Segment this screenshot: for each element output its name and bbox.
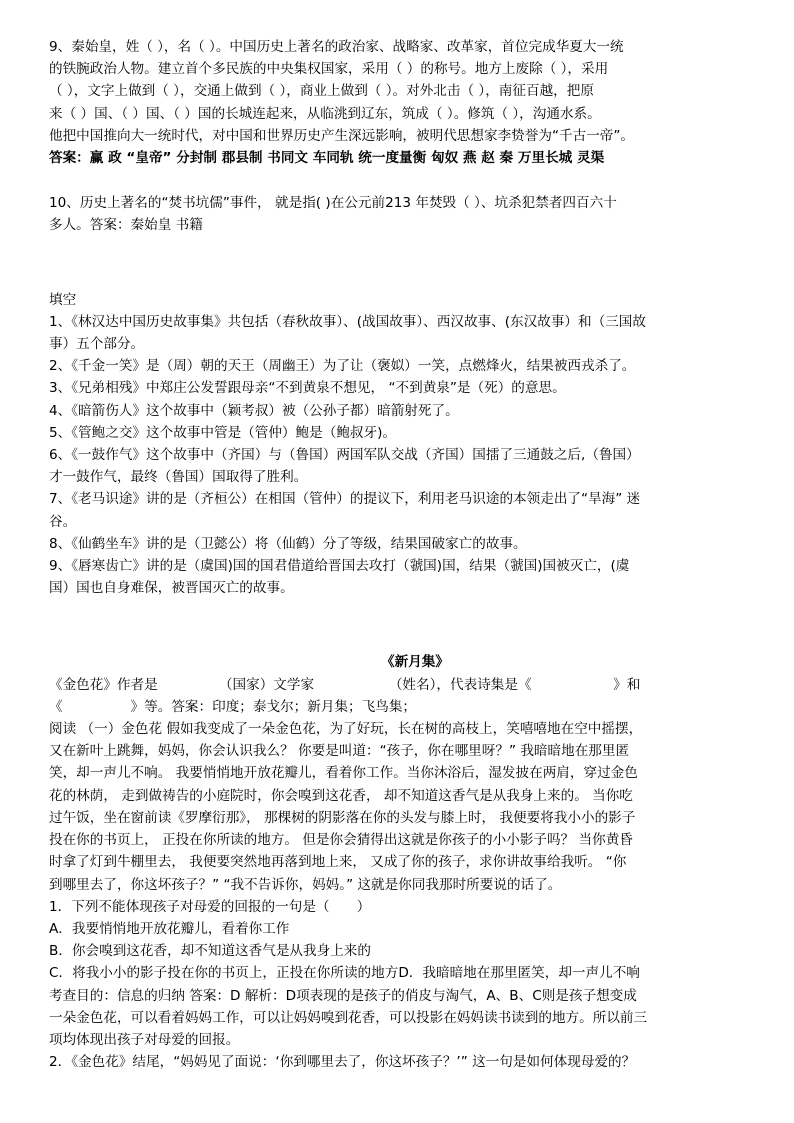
text-line: 花的林荫， 走到做祷告的小庭院时，你会嗅到这花香， 却不知道这香气是从我身上来的。 当你吃 [49, 787, 633, 804]
text-line: 来（ ）国、（ ）国、（ ）国的长城连起来，从临洮到辽东，筑成（ ）。修筑（ ），沟通水系。 [49, 105, 601, 122]
answer-line: 答案：赢 政 “皇帝” 分封制 郡县制 书同文 车同轨 统一度量衡 匈奴 燕 赵 秦 万里长城 灵渠 [49, 150, 605, 167]
text-line: 过午饭，坐在窗前读《罗摩衍那》， 那棵树的阴影落在你的头发与膝上时， 我便要将我小小的影子 [49, 809, 636, 826]
text-line: 9、《唇寒齿亡》讲的是（虞国)国的国君借道给晋国去攻打（虢国)国，结果（虢国)国被灭亡，(虞 [49, 558, 630, 575]
text-line: 2、《千金一笑》是（周）朝的天王（周幽王）为了让（褒姒）一笑，点燃烽火，结果被西戎杀了。 [49, 358, 636, 375]
document-page [49, 36, 761, 1073]
crescent-moon-section [49, 651, 761, 1073]
text-line: （ ），文字上做到（ ），交通上做到（ ），商业上做到（ ）。对外北击（ ），南征百越，把原 [49, 83, 594, 100]
section-heading: 填空 [49, 291, 77, 308]
text-line: 阅读 （一）金色花 假如我变成了一朵金色花，为了好玩，长在树的高枝上，笑嘻嘻地在空中摇摆， [49, 721, 643, 738]
text-line: 6、《一鼓作气》这个故事中（齐国）与（鲁国）两国军队交战（齐国）国擂了三通鼓之后,（鲁国） [49, 447, 640, 464]
text-line: 1、《林汉达中国历史故事集》共包括（春秋故事）、(战国故事）、西汉故事、(东汉故事）和（三国故 [49, 313, 646, 330]
text-line: 考查目的：信息的归纳 答案：D 解析：D项表现的是孩子的俏皮与淘气，A、B、C则是孩子想变成 [49, 987, 637, 1004]
text-line: 多人。答案：秦始皇 书籍 [49, 217, 203, 234]
text-line: 4、《暗箭伤人》这个故事中（颖考叔）被（公孙子都）暗箭射死了。 [49, 402, 459, 419]
text-line: 一朵金色花，可以看着妈妈工作，可以让妈妈嗅到花香，可以投影在妈妈读书读到的地方。所以前三 [49, 1009, 648, 1026]
text-line: 1．下列不能体现孩子对母爱的回报的一句是（ ） [49, 898, 371, 915]
text-line: 《金色花》作者是 （国家）文学家 （姓名），代表诗集是《 》和 [49, 676, 641, 693]
section-title: 《新月集》 [381, 654, 449, 671]
text-line: 7、《老马识途》讲的是（齐桓公）在相国（管仲）的提议下，利用老马识途的本领走出了“旱海” 迷 [49, 491, 641, 508]
text-line: 谷。 [49, 513, 77, 530]
text-line: 国）国也自身难保，被晋国灭亡的故事。 [49, 580, 294, 597]
text-line: 《 》等。答案：印度；泰戈尔；新月集；飞鸟集； [49, 698, 417, 715]
text-line: 2．《金色花》结尾，“妈妈见了面说：‘你到哪里去了，你这坏孩子？’” 这一句是如何体现母爱的？ [49, 1054, 636, 1071]
text-line: 事）五个部分。 [49, 336, 145, 353]
text-line: 他把中国推向大一统时代，对中国和世界历史产生深远影响，被明代思想家李贽誉为“千古一帝”。 [49, 127, 635, 144]
text-line: 笑，却一声儿不响。 我要悄悄地开放花瓣儿，看着你工作。当你沐浴后，湿发披在两肩，穿过金色 [49, 765, 638, 782]
text-line: C．将我小小的影子投在你的书页上，正投在你所读的地方D．我暗暗地在那里匿笑，却一声儿不响 [49, 965, 640, 982]
text-line: A．我要悄悄地开放花瓣儿，看着你工作 [49, 920, 290, 937]
text-line: 9、秦始皇，姓（ ），名（ ）。中国历史上著名的政治家、战略家、改革家，首位完成华夏大一统 [49, 39, 624, 55]
text-line: 才一鼓作气，最终（鲁国）国取得了胜利。 [49, 469, 308, 486]
text-line: 项均体现出孩子对母爱的回报。 [49, 1031, 240, 1048]
text-line: 又在新叶上跳舞，妈妈，你会认识我么？ 你要是叫道：“孩子，你在哪里呀？” 我暗暗地在那里匿 [49, 743, 630, 760]
text-line: 时拿了灯到牛棚里去， 我便要突然地再落到地上来， 又成了你的孩子，求你讲故事给我听。 “你 [49, 854, 627, 871]
text-line: B．你会嗅到这花香，却不知道这香气是从我身上来的 [49, 943, 371, 960]
text-line: 的铁腕政治人物。建立首个多民族的中央集权国家，采用（ ）的称号。地方上废除（ ），采用 [49, 61, 609, 78]
question-10-block [49, 192, 761, 236]
text-line: 3、《兄弟相残》中郑庄公发誓跟母亲“不到黄泉不想见， “不到黄泉”是（死）的意思。 [49, 380, 566, 397]
text-line: 8、《仙鹤坐车》讲的是（卫懿公）将（仙鹤）分了等级，结果国破家亡的故事。 [49, 535, 527, 552]
text-line: 投在你的书页上， 正投在你所读的地方。 但是你会猜得出这就是你孩子的小小影子吗？ 当你黄昏 [49, 832, 633, 849]
text-line: 到哪里去了，你这坏孩子？” “我不告诉你，妈妈。” 这就是你同我那时所要说的话了。 [49, 876, 562, 893]
question-9-block [49, 36, 761, 169]
fill-in-section [49, 289, 761, 600]
text-line: 10、历史上著名的“焚书坑儒”事件， 就是指( )在公元前213 年焚毁（ ）、坑杀犯禁者四百六十 [49, 195, 617, 212]
text-line: 5、《管鲍之交》这个故事中管是（管仲）鲍是（鲍叔牙)。 [49, 424, 396, 441]
